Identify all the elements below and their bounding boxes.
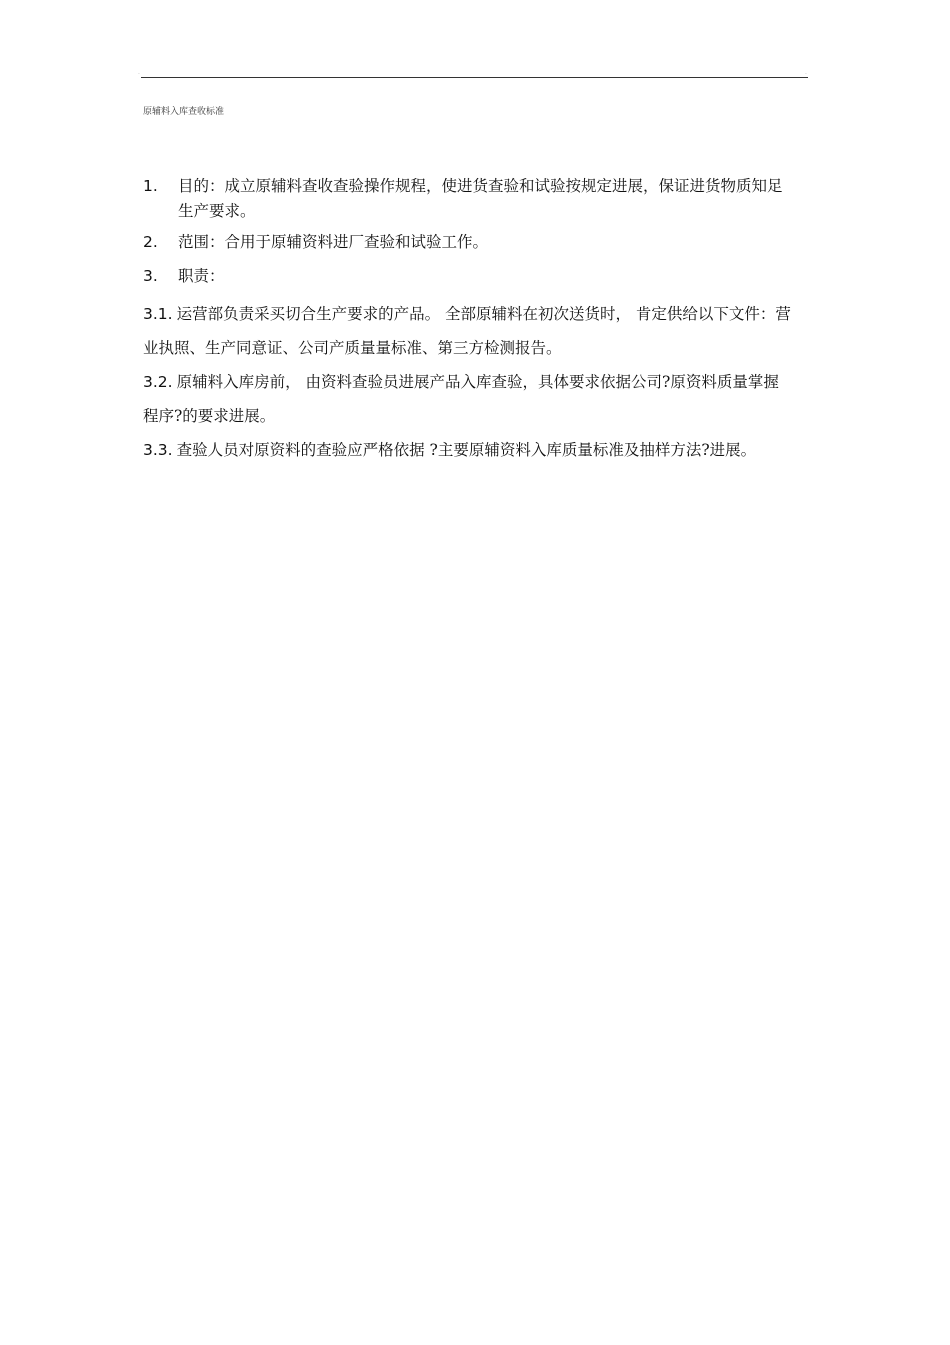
list-item-text: 职责：: [178, 267, 225, 285]
sub-item-number: 3.1.: [143, 305, 173, 323]
document-body: [143, 174, 793, 467]
sub-item-number: 3.2.: [143, 373, 173, 391]
list-item-purpose: [143, 174, 793, 224]
sub-item-text: 查验人员对原资料的查验应严格依据 ?主要原辅资料入库质量标准及抽样方法?进展。: [176, 441, 757, 459]
sub-item-3-2: [143, 365, 793, 433]
header-rule: [141, 77, 808, 78]
sub-item-number: 3.3.: [143, 441, 173, 459]
sub-item-3-1: [143, 297, 793, 365]
sub-item-text: 运营部负责采买切合生产要求的产品。 全部原辅料在初次送货时， 肯定供给以下文件：营业执照、生产同意证、公司产质量量标准、第三方检测报告。: [143, 305, 791, 357]
list-item-text: 目的：成立原辅料查收查验操作规程，使进货查验和试验按规定进展，保证进货物质知足生产要求。: [178, 177, 783, 220]
header-corner-mark-left: ·: [138, 71, 140, 78]
list-item-number: 3.: [143, 267, 158, 285]
list-item-number: 1.: [143, 177, 158, 195]
list-item-number: 2.: [143, 233, 158, 251]
header-corner-mark-right: ·: [805, 71, 807, 78]
sub-item-3-3: [143, 433, 793, 467]
running-header-title: 原辅料入库查收标准: [143, 107, 225, 117]
list-item-responsibilities: [143, 264, 793, 289]
list-item-scope: [143, 230, 793, 255]
sub-item-text: 原辅料入库房前， 由资料查验员进展产品入库查验，具体要求依据公司?原资料质量掌握程序?的要求进展。: [143, 373, 779, 425]
list-item-text: 范围：合用于原辅资料进厂查验和试验工作。: [178, 233, 489, 251]
